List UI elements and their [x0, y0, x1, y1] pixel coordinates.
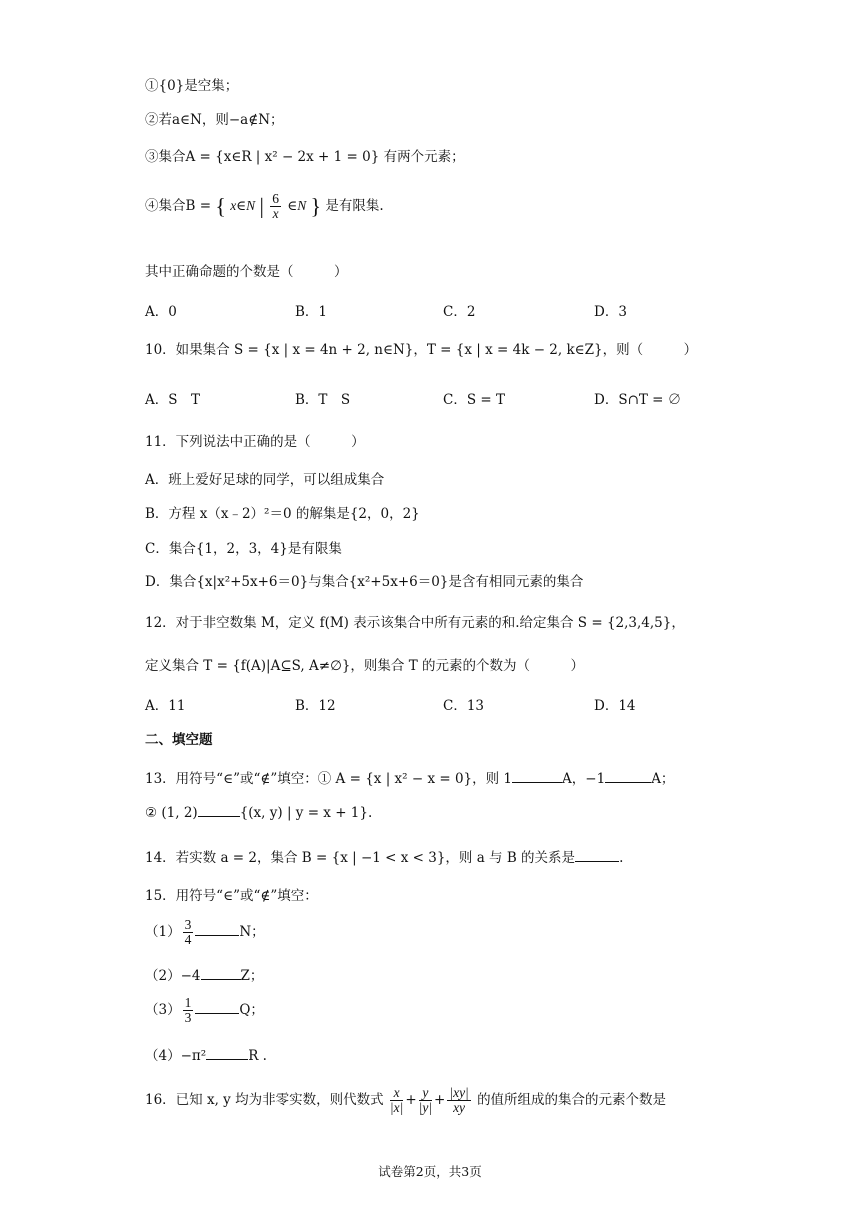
page-footer: 试卷第2页，共3页 [378, 1164, 482, 1179]
q9-option-a: A．0 [145, 304, 177, 320]
section-title: 二、填空题 [145, 732, 213, 748]
q16-line: 16．已知 x, y 均为非零实数，则代数式 $\frac{x}{|x|}$ + $\frac{y}{|y|}$ + $\frac{|xy|}{xy}$ 的值所组成的集合的元素个数是 [145, 1085, 667, 1115]
q15-item-1: （1） $\frac{3}{4}$ N； [145, 917, 265, 947]
q12-line-1: 12．对于非空数集 M，定义 f(M) 表示该集合中所有元素的和.给定集合 S = {2,3,4,5}， [145, 615, 685, 631]
q9-item-4: ④集合B = { x∈N | $\frac{6}{x}$ ∈N } 是有限集. [145, 191, 384, 221]
q15-item-4: （4）−π² R . [145, 1048, 267, 1064]
q15-item-3: （3） $\frac{1}{3}$ Q； [145, 995, 264, 1025]
q13-line-1: 13．用符号“∈”或“∉”填空：① A = {x | x² − x = 0}，则 1 A，−1 A； [145, 771, 675, 787]
q11-option-a: A．班上爱好足球的同学，可以组成集合 [145, 472, 385, 488]
q10-option-b: B．T S [295, 392, 351, 408]
q15-stem: 15．用符号“∈”或“∉”填空： [145, 888, 318, 904]
q12-option-c: C．13 [443, 698, 485, 714]
q14-line: 14．若实数 a = 2，集合 B = {x | −1 < x < 3}，则 a 与 B 的关系是 . [145, 850, 624, 866]
q9-option-b: B．1 [295, 304, 328, 320]
q10-stem: 10．如果集合 S = {x | x = 4n + 2, n∈N}，T = {x | x = 4k − 2, k∈Z}，则（ ） [145, 342, 698, 358]
q11-option-d: D．集合{x|x²+5x+6＝0}与集合{x²+5x+6＝0}是含有相同元素的集合 [145, 574, 584, 590]
q12-option-b: B．12 [295, 698, 336, 714]
q9-option-d: D．3 [594, 304, 627, 320]
q11-option-b: B．方程 x（x﹣2）²＝0 的解集是{2，0，2} [145, 506, 420, 522]
q15-item-2: （2）−4 Z； [145, 968, 264, 984]
q9-item-3: ③集合A = {x∈R | x² − 2x + 1 = 0} 有两个元素； [145, 149, 465, 165]
q12-option-d: D．14 [594, 698, 636, 714]
q11-stem: 11．下列说法中正确的是（ ） [145, 434, 365, 450]
q9-item-1: ①{0}是空集； [145, 78, 239, 94]
q10-option-a: A．S T [145, 392, 201, 408]
q13-line-2: ② (1, 2) {(x, y) | y = x + 1}. [145, 805, 373, 821]
q10-option-d: D．S∩T = ∅ [594, 392, 682, 408]
q10-option-c: C．S = T [443, 392, 505, 408]
q9-stem: 其中正确命题的个数是（ ） [145, 264, 348, 280]
q11-option-c: C．集合{1，2，3，4}是有限集 [145, 541, 342, 557]
q9-item-2: ②若a∈N，则−a∉N； [145, 112, 284, 128]
q12-line-2: 定义集合 T = {f(A)|A⊆S, A≠∅}，则集合 T 的元素的个数为（ ） [145, 658, 585, 674]
q9-option-c: C．2 [443, 304, 476, 320]
q12-option-a: A．11 [145, 698, 186, 714]
